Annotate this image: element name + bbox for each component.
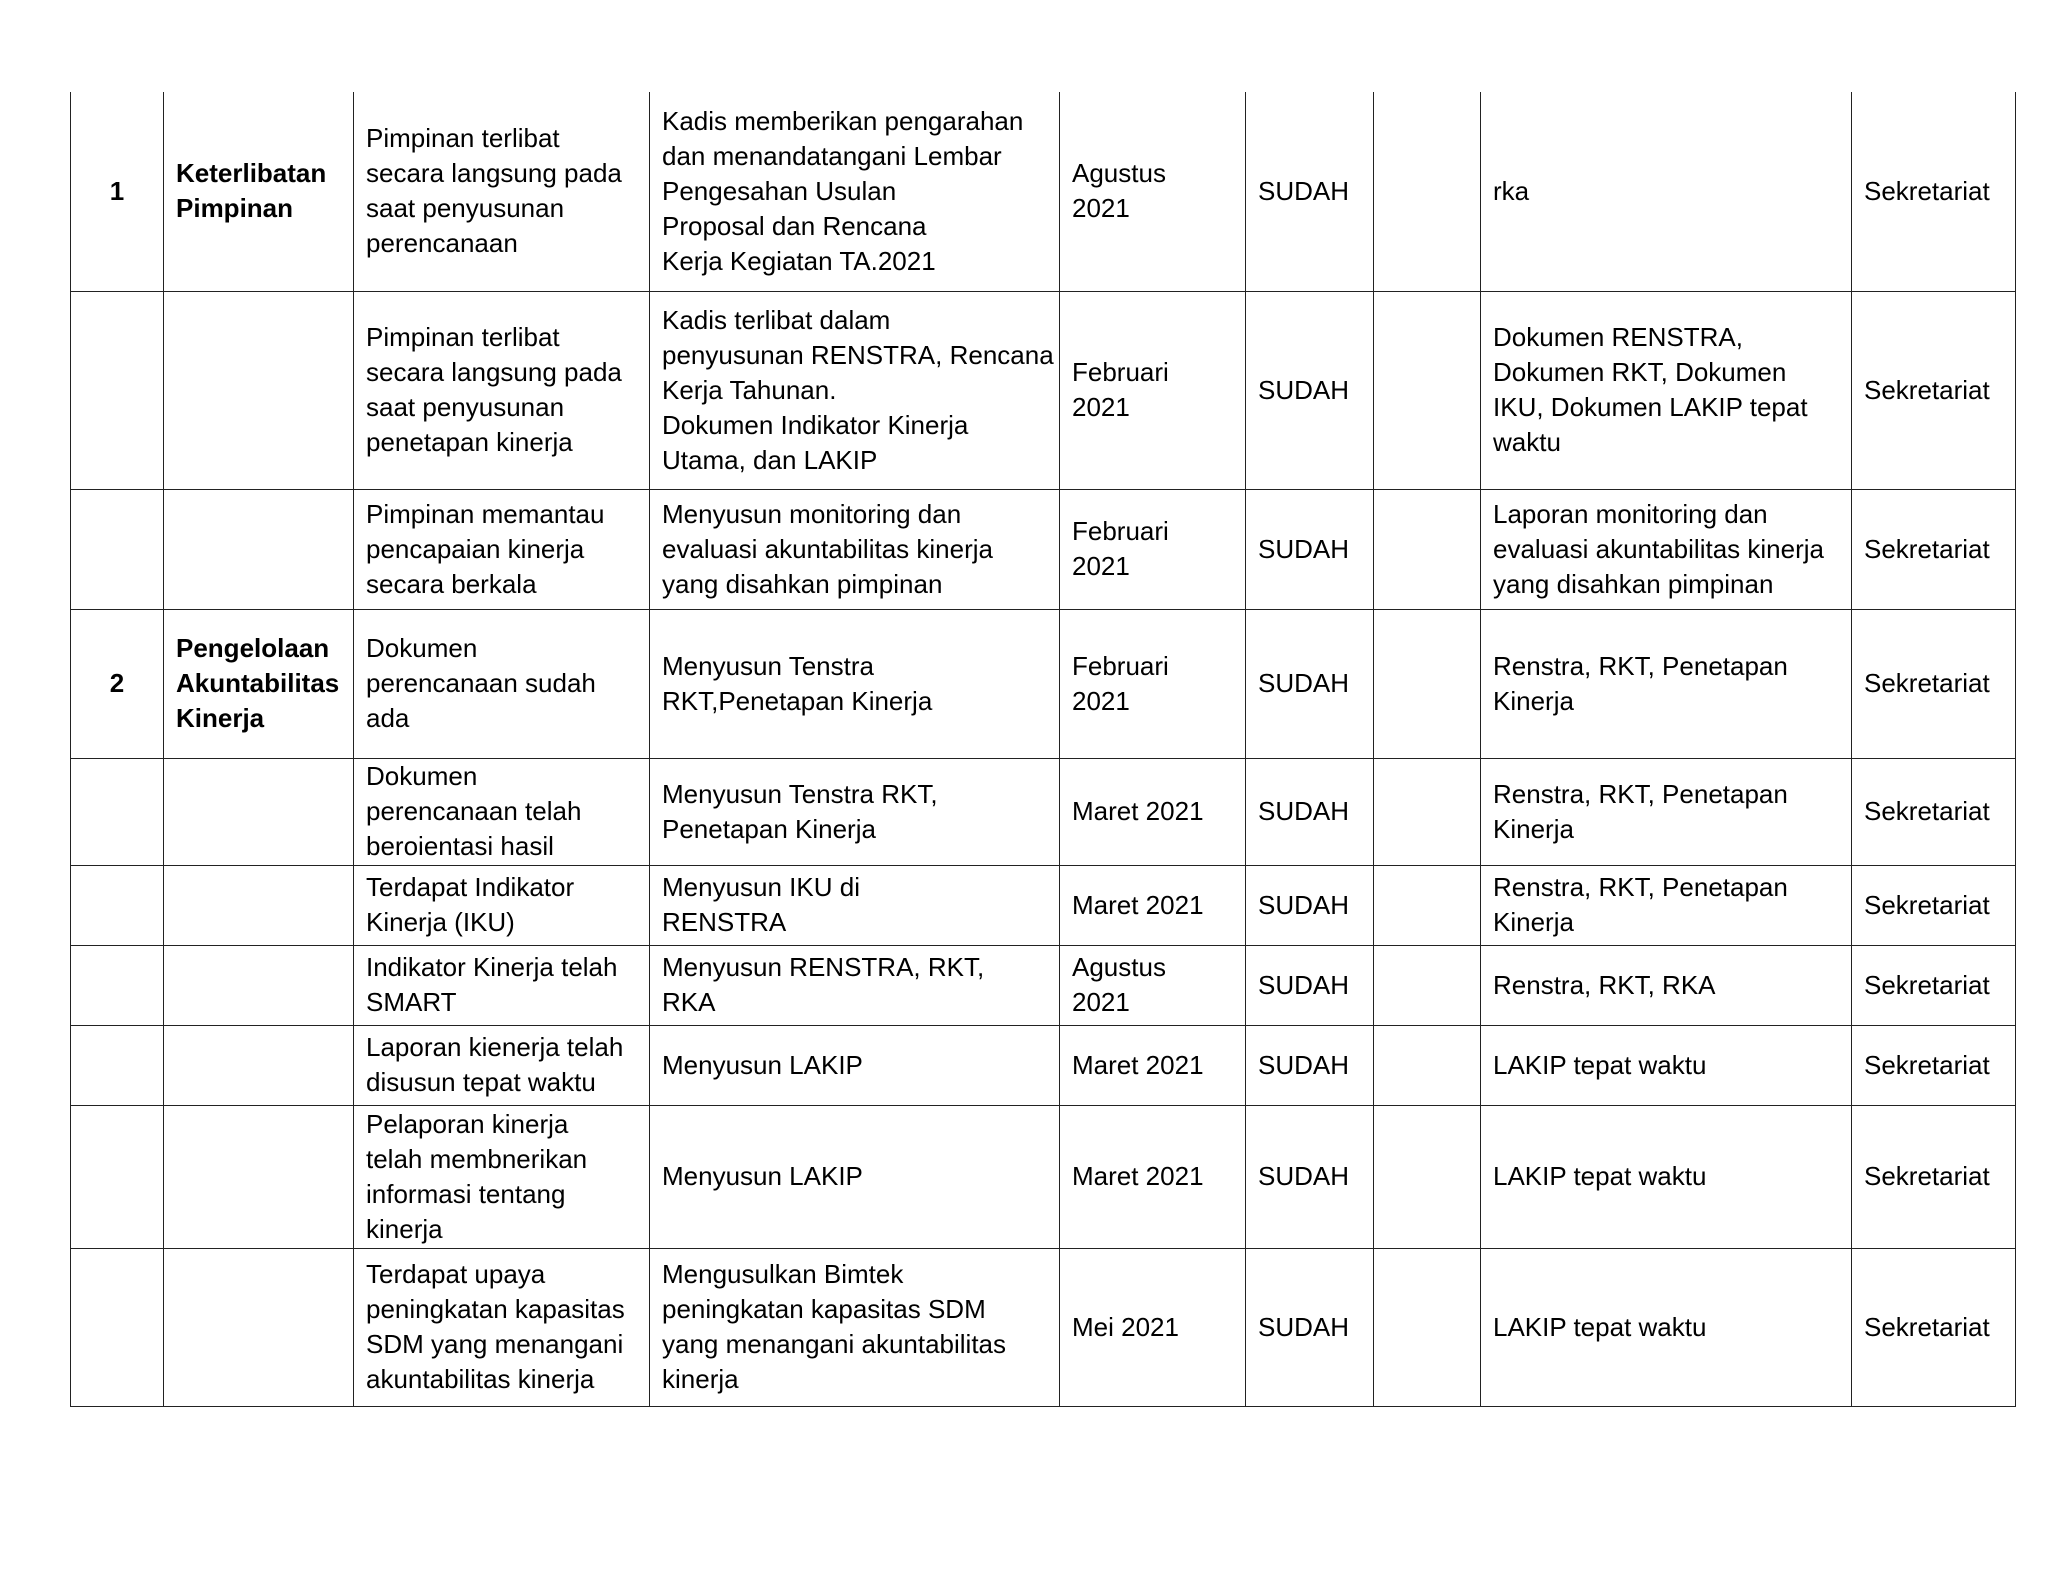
cell-time [1060, 1105, 1246, 1248]
cell-number: 2 [71, 609, 164, 758]
cell-number [71, 758, 164, 865]
cell-blank [1374, 1025, 1481, 1105]
table-row [71, 945, 2016, 1025]
cell-time [1060, 945, 1246, 1025]
cell-area-line: Akuntabilitas [176, 668, 340, 698]
cell-time [1060, 489, 1246, 609]
cell-activity-line: Menyusun RENSTRA, RKT, [662, 952, 985, 982]
cell-activity-line: Kadis memberikan pengarahan [662, 105, 1024, 136]
cell-time-line: 2021 [1072, 987, 1130, 1017]
cell-criteria [354, 758, 650, 865]
cell-criteria [354, 489, 650, 609]
cell-activity-line: Kerja Tahunan. [662, 374, 837, 405]
cell-blank [1374, 609, 1481, 758]
cell-time [1060, 758, 1246, 865]
cell-unit: Sekretariat [1852, 758, 2016, 865]
table-row [71, 758, 2016, 865]
cell-output-line: LAKIP tepat waktu [1493, 1049, 1707, 1080]
cell-area-line: Keterlibatan [176, 158, 327, 189]
cell-output [1481, 945, 1852, 1025]
performance-accountability-table [70, 92, 2016, 1407]
cell-blank [1374, 758, 1481, 865]
cell-output-line: LAKIP tepat waktu [1493, 1311, 1707, 1342]
cell-unit: Sekretariat [1852, 291, 2016, 489]
cell-activity [650, 489, 1060, 609]
cell-time-line: Agustus [1072, 952, 1166, 982]
cell-time-line: 2021 [1072, 685, 1130, 716]
table-row [71, 1248, 2016, 1406]
cell-output-line: Kinerja [1493, 813, 1574, 844]
cell-unit: Sekretariat [1852, 1105, 2016, 1248]
cell-output-line: LAKIP tepat waktu [1493, 1161, 1707, 1191]
cell-time-line: Maret 2021 [1072, 1049, 1204, 1080]
cell-criteria [354, 609, 650, 758]
cell-activity [650, 92, 1060, 291]
cell-number [71, 865, 164, 945]
table-row [71, 1105, 2016, 1248]
cell-area [164, 1105, 354, 1248]
cell-activity-line: Kerja Kegiatan TA.2021 [662, 245, 936, 276]
cell-number [71, 489, 164, 609]
cell-activity [650, 1025, 1060, 1105]
cell-output-line: Renstra, RKT, RKA [1493, 969, 1716, 1000]
cell-time [1060, 609, 1246, 758]
cell-time [1060, 1025, 1246, 1105]
cell-blank [1374, 865, 1481, 945]
cell-activity-line: RKA [662, 987, 716, 1017]
table-body [71, 92, 2016, 1406]
cell-area-line: Pengelolaan [176, 633, 330, 663]
cell-activity-line: Menyusun LAKIP [662, 1049, 863, 1080]
cell-criteria-line: saat penyusunan [366, 193, 565, 224]
cell-activity [650, 291, 1060, 489]
cell-output [1481, 1105, 1852, 1248]
cell-unit: Sekretariat [1852, 865, 2016, 945]
cell-output-line: rka [1493, 175, 1530, 206]
cell-time-line: Februari [1072, 516, 1169, 546]
cell-criteria-line: secara langsung pada [366, 357, 622, 387]
cell-criteria-line: perencanaan [366, 228, 518, 259]
cell-activity-line: Kadis terlibat dalam [662, 304, 891, 335]
cell-area [164, 1025, 354, 1105]
cell-criteria-line: perencanaan sudah [366, 668, 596, 698]
cell-activity-line: peningkatan kapasitas SDM [662, 1294, 986, 1324]
cell-activity-line: Utama, dan LAKIP [662, 444, 878, 475]
cell-status: SUDAH [1246, 945, 1374, 1025]
cell-number [71, 1248, 164, 1406]
cell-activity-line: Penetapan Kinerja [662, 813, 876, 844]
cell-criteria-line: SDM yang menangani [366, 1329, 624, 1359]
cell-output-line: waktu [1493, 427, 1561, 457]
cell-area [164, 1248, 354, 1406]
cell-activity-line: kinerja [662, 1364, 739, 1394]
cell-criteria-line: Dokumen [366, 761, 478, 791]
cell-time-line: 2021 [1072, 193, 1130, 224]
cell-activity-line: evaluasi akuntabilitas kinerja [662, 533, 993, 564]
cell-criteria [354, 1105, 650, 1248]
cell-time-line: Maret 2021 [1072, 796, 1204, 826]
cell-activity [650, 1105, 1060, 1248]
cell-area [164, 609, 354, 758]
cell-criteria [354, 92, 650, 291]
cell-time [1060, 865, 1246, 945]
cell-criteria-line: SMART [366, 987, 457, 1017]
cell-activity [650, 758, 1060, 865]
cell-activity-line: yang menangani akuntabilitas [662, 1329, 1007, 1359]
cell-criteria-line: Pimpinan terlibat [366, 322, 560, 352]
cell-area [164, 489, 354, 609]
cell-criteria-line: Pimpinan terlibat [366, 123, 560, 154]
cell-blank [1374, 1105, 1481, 1248]
cell-time-line: Februari [1072, 357, 1169, 387]
cell-activity [650, 945, 1060, 1025]
table-row [71, 609, 2016, 758]
cell-output [1481, 758, 1852, 865]
cell-activity-line: Menyusun LAKIP [662, 1161, 863, 1191]
cell-output-line: Renstra, RKT, Penetapan [1493, 650, 1788, 681]
cell-activity [650, 1248, 1060, 1406]
cell-time [1060, 1248, 1246, 1406]
cell-activity [650, 865, 1060, 945]
table-row [71, 1025, 2016, 1105]
cell-status: SUDAH [1246, 1025, 1374, 1105]
cell-criteria-line: peningkatan kapasitas [366, 1294, 625, 1324]
cell-unit: Sekretariat [1852, 1025, 2016, 1105]
cell-output-line: Kinerja [1493, 907, 1574, 937]
cell-time-line: Maret 2021 [1072, 1161, 1204, 1191]
cell-unit: Sekretariat [1852, 1248, 2016, 1406]
cell-criteria-line: kinerja [366, 1213, 443, 1244]
cell-output [1481, 92, 1852, 291]
cell-criteria-line: telah membnerikan [366, 1143, 588, 1174]
cell-criteria-line: penetapan kinerja [366, 427, 573, 457]
cell-criteria [354, 1025, 650, 1105]
cell-unit: Sekretariat [1852, 92, 2016, 291]
cell-output [1481, 489, 1852, 609]
cell-area-line: Kinerja [176, 703, 265, 733]
cell-criteria-line: secara berkala [366, 568, 537, 599]
cell-activity-line: dan menandatangani Lembar [662, 140, 1002, 171]
cell-criteria-line: secara langsung pada [366, 158, 622, 189]
cell-blank [1374, 489, 1481, 609]
cell-criteria-line: Kinerja (IKU) [366, 907, 515, 937]
table-row [71, 92, 2016, 291]
cell-criteria [354, 291, 650, 489]
cell-criteria-line: Dokumen [366, 633, 478, 663]
cell-number [71, 291, 164, 489]
cell-number [71, 945, 164, 1025]
cell-activity-line: penyusunan RENSTRA, Rencana [662, 339, 1054, 370]
cell-activity-line: RENSTRA [662, 907, 787, 937]
cell-criteria [354, 945, 650, 1025]
cell-status: SUDAH [1246, 291, 1374, 489]
cell-criteria-line: ada [366, 703, 410, 733]
cell-activity-line: Menyusun Tenstra [662, 650, 874, 681]
cell-output-line: Laporan monitoring dan [1493, 498, 1768, 529]
cell-output-line: Renstra, RKT, Penetapan [1493, 872, 1788, 902]
cell-activity-line: yang disahkan pimpinan [662, 568, 943, 599]
cell-output [1481, 865, 1852, 945]
cell-status: SUDAH [1246, 1248, 1374, 1406]
cell-criteria-line: pencapaian kinerja [366, 533, 585, 564]
cell-time-line: 2021 [1072, 551, 1130, 581]
table-row [71, 865, 2016, 945]
cell-unit: Sekretariat [1852, 489, 2016, 609]
cell-time [1060, 92, 1246, 291]
table-row [71, 489, 2016, 609]
cell-blank [1374, 1248, 1481, 1406]
cell-area [164, 92, 354, 291]
cell-criteria [354, 865, 650, 945]
cell-output-line: Dokumen RKT, Dokumen [1493, 357, 1787, 387]
cell-output [1481, 1248, 1852, 1406]
cell-activity-line: Menyusun Tenstra RKT, [662, 778, 938, 809]
cell-output-line: IKU, Dokumen LAKIP tepat [1493, 392, 1808, 422]
table-row [71, 291, 2016, 489]
cell-unit: Sekretariat [1852, 945, 2016, 1025]
cell-activity-line: Menyusun IKU di [662, 872, 860, 902]
cell-time-line: Maret 2021 [1072, 889, 1204, 920]
cell-area [164, 945, 354, 1025]
cell-activity-line: Dokumen Indikator Kinerja [662, 409, 969, 440]
cell-output [1481, 1025, 1852, 1105]
cell-criteria-line: perencanaan telah [366, 796, 582, 826]
cell-criteria-line: informasi tentang [366, 1178, 566, 1209]
cell-output [1481, 609, 1852, 758]
cell-criteria-line: Terdapat Indikator [366, 872, 575, 902]
cell-status: SUDAH [1246, 609, 1374, 758]
cell-criteria-line: beroientasi hasil [366, 831, 554, 861]
cell-criteria-line: Indikator Kinerja telah [366, 952, 618, 982]
cell-time [1060, 291, 1246, 489]
cell-area-line: Pimpinan [176, 193, 294, 224]
cell-criteria-line: Laporan kienerja telah [366, 1032, 624, 1062]
cell-activity-line: Mengusulkan Bimtek [662, 1259, 904, 1289]
cell-activity-line: Menyusun monitoring dan [662, 498, 962, 529]
cell-output-line: Dokumen RENSTRA, [1493, 322, 1743, 352]
cell-criteria [354, 1248, 650, 1406]
cell-blank [1374, 945, 1481, 1025]
cell-area [164, 758, 354, 865]
cell-number [71, 1105, 164, 1248]
cell-criteria-line: disusun tepat waktu [366, 1067, 596, 1097]
cell-criteria-line: Pimpinan memantau [366, 498, 605, 529]
cell-criteria-line: Terdapat upaya [366, 1259, 546, 1289]
cell-activity-line: RKT,Penetapan Kinerja [662, 685, 933, 716]
cell-time-line: Mei 2021 [1072, 1311, 1179, 1342]
cell-status: SUDAH [1246, 489, 1374, 609]
cell-output-line: Kinerja [1493, 685, 1574, 716]
cell-activity-line: Pengesahan Usulan [662, 175, 897, 206]
cell-area [164, 291, 354, 489]
cell-blank [1374, 92, 1481, 291]
cell-output [1481, 291, 1852, 489]
cell-criteria-line: Pelaporan kinerja [366, 1108, 569, 1139]
cell-output-line: evaluasi akuntabilitas kinerja [1493, 533, 1824, 564]
cell-status: SUDAH [1246, 1105, 1374, 1248]
cell-time-line: Februari [1072, 650, 1169, 681]
cell-output-line: yang disahkan pimpinan [1493, 568, 1774, 599]
cell-activity [650, 609, 1060, 758]
cell-criteria-line: akuntabilitas kinerja [366, 1364, 595, 1394]
cell-status: SUDAH [1246, 758, 1374, 865]
cell-output-line: Renstra, RKT, Penetapan [1493, 778, 1788, 809]
cell-unit: Sekretariat [1852, 609, 2016, 758]
cell-activity-line: Proposal dan Rencana [662, 210, 927, 241]
cell-area [164, 865, 354, 945]
cell-time-line: Agustus [1072, 158, 1166, 189]
cell-time-line: 2021 [1072, 392, 1130, 422]
cell-number [71, 1025, 164, 1105]
cell-status: SUDAH [1246, 865, 1374, 945]
cell-criteria-line: saat penyusunan [366, 392, 565, 422]
cell-blank [1374, 291, 1481, 489]
cell-number: 1 [71, 92, 164, 291]
cell-status: SUDAH [1246, 92, 1374, 291]
